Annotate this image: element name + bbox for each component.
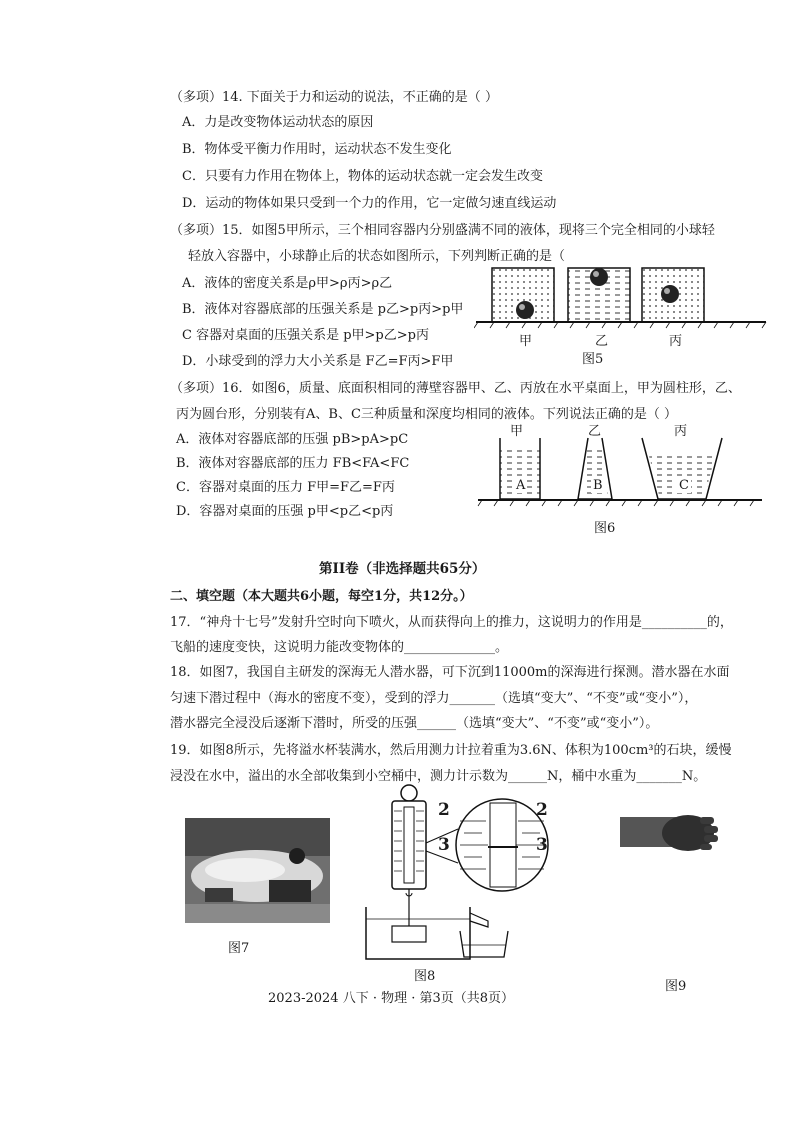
fig6-label-jia: 甲 — [510, 424, 524, 439]
figure-5-diagram — [474, 262, 774, 374]
q15-stem-1: （多项）15．如图5甲所示，三个相同容器内分别盛满不同的液体，现将三个完全相同的小球轻 — [170, 223, 715, 238]
q15-option-d: D．小球受到的浮力大小关系是 F乙=F丙>F甲 — [182, 354, 454, 369]
fig6-label-bing: 丙 — [674, 424, 688, 439]
fig5-label-yi: 乙 — [595, 334, 609, 349]
section-heading-fill: 二、填空题（本大题共6小题，每空1分，共12分。） — [170, 589, 473, 604]
q16-option-d: D．容器对桌面的压强 p甲<p乙<p丙 — [176, 504, 394, 519]
fig5-label-jia: 甲 — [519, 334, 533, 349]
q14-option-a: A．力是改变物体运动状态的原因 — [182, 115, 374, 130]
fig6-liquid-c: C — [679, 478, 689, 493]
q19-line-2: 浸没在水中，溢出的水全部收集到小空桶中，测力计示数为______N，桶中水重为_______N。 — [170, 769, 707, 784]
scale-zoom-left-lower: 3 — [438, 835, 450, 855]
fig7-caption: 图7 — [228, 941, 250, 956]
q18-line-1: 18．如图7，我国自主研发的深海无人潜水器，可下沉到11000m的深海进行探测。潜水器在水面 — [170, 665, 730, 680]
scale-zoom-left-upper: 2 — [438, 800, 450, 820]
q16-stem-2: 丙为圆台形，分别装有A、B、C三种质量和深度均相同的液体。下列说法正确的是（ ） — [176, 407, 678, 422]
fig5-label-bing: 丙 — [669, 334, 683, 349]
q15-stem-2: 轻放入容器中，小球静止后的状态如图所示，下列判断正确的是（ — [188, 249, 566, 264]
q16-option-c: C．容器对桌面的压力 F甲=F乙=F丙 — [176, 480, 395, 495]
figure-6-diagram — [476, 436, 766, 512]
q15-option-c: C 容器对桌面的压强关系是 p甲>p乙>p丙 — [182, 328, 429, 343]
q19-line-1: 19．如图8所示，先将溢水杯装满水，然后用测力计拉着重为3.6N、体积为100cm³的石块，缓慢 — [170, 743, 732, 758]
fig6-liquid-a: A — [516, 478, 526, 493]
scale-zoom-right-upper: 2 — [536, 800, 548, 820]
figure-9-hand-photo — [620, 809, 720, 855]
section-title: 第II卷（非选择题共65分） — [319, 561, 486, 577]
q17-line-2: 飞船的速度变快，这说明力能改变物体的______________。 — [170, 640, 509, 655]
q15-option-b: B．液体对容器底部的压强关系是 p乙>p丙>p甲 — [182, 302, 464, 317]
q16-stem-1: （多项）16．如图6，质量、底面积相同的薄壁容器甲、乙、丙放在水平桌面上，甲为圆柱形，乙、 — [170, 381, 741, 396]
scale-zoom-right-lower: 3 — [536, 835, 548, 855]
q18-line-2: 匀速下潜过程中（海水的密度不变），受到的浮力_______（选填“变大”、“不变”或“变小”）， — [170, 691, 698, 706]
q14-option-d: D．运动的物体如果只受到一个力的作用，它一定做匀速直线运动 — [182, 196, 557, 211]
q18-line-3: 潜水器完全浸没后逐渐下潜时，所受的压强______（选填“变大”、“不变”或“变小”）。 — [170, 716, 659, 731]
q14-option-b: B．物体受平衡力作用时，运动状态不发生变化 — [182, 142, 452, 157]
fig5-caption: 图5 — [582, 352, 604, 367]
fig6-label-yi: 乙 — [588, 424, 602, 439]
fig9-caption: 图9 — [665, 979, 687, 994]
q16-option-b: B．液体对容器底部的压力 FB<FA<FC — [176, 456, 410, 471]
q14-stem: （多项）14. 下面关于力和运动的说法，不正确的是（ ） — [170, 90, 498, 105]
q17-line-1: 17．“神舟十七号”发射升空时向下喷火，从而获得向上的推力，这说明力的作用是__________的， — [170, 615, 733, 630]
fig8-caption: 图8 — [414, 969, 436, 984]
page-footer: 2023-2024 八下 · 物理 · 第3页（共8页） — [268, 991, 515, 1006]
figure-7-submersible-photo — [185, 818, 330, 923]
q14-option-c: C．只要有力作用在物体上，物体的运动状态就一定会发生改变 — [182, 169, 543, 184]
fig6-caption: 图6 — [594, 521, 616, 536]
q15-option-a: A．液体的密度关系是ρ甲>ρ丙>ρ乙 — [182, 276, 393, 291]
fig6-liquid-b: B — [593, 478, 603, 493]
q16-option-a: A．液体对容器底部的压强 pB>pA>pC — [176, 432, 409, 447]
